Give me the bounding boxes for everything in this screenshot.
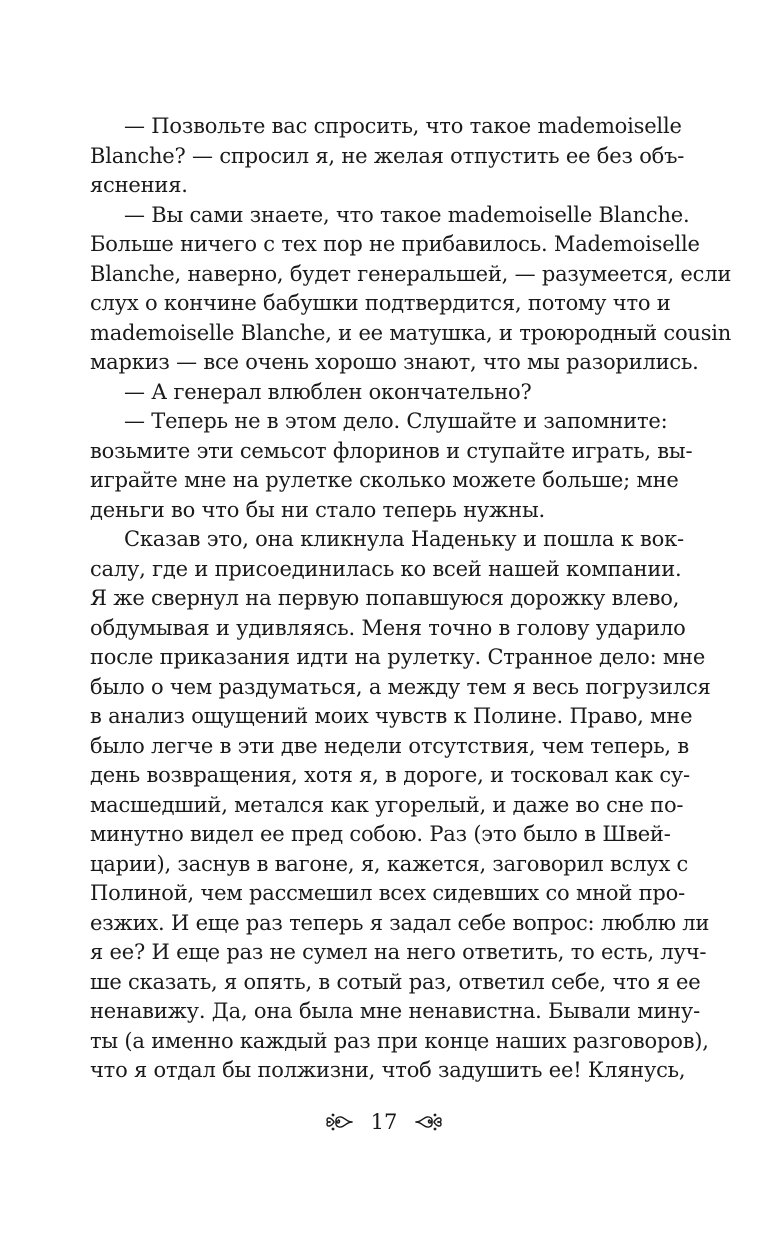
text-line: ты (а именно каждый раз при конце наших разговоров), xyxy=(90,1028,709,1053)
text-line: Я же свернул на первую попавшуюся дорожку влево, xyxy=(90,586,680,610)
text-line: — Теперь не в этом дело. Слушайте и запомните: xyxy=(124,409,668,433)
text-line: Blanche? — спросил я, не желая отпустить ее без объ- xyxy=(90,143,685,168)
text-line: Полиной, чем рассмешил всех сидевших со мной про- xyxy=(90,881,685,905)
text-line: — Позвольте вас спросить, что такое mademoiselle xyxy=(124,114,682,138)
text-line: масшедший, метался как угорелый, и даже во сне по- xyxy=(90,792,684,817)
text-line: было легче в эти две недели отсутствия, чем теперь, в xyxy=(90,733,690,758)
text-line: обдумывая и удивляясь. Меня точно в голову ударило xyxy=(90,615,686,640)
text-line: что я отдал бы полжизни, чтоб задушить ее! Клянусь, xyxy=(90,1058,686,1082)
text-line: ше сказать, я опять, в сотый раз, ответил себе, что я ее xyxy=(90,969,701,994)
text-line: Сказав это, она кликнула Наденьку и пошла к вок- xyxy=(124,527,684,551)
text-line: Blanche, наверно, будет генеральшей, — разумеется, если xyxy=(90,261,732,286)
text-line: маркиз — все очень хорошо знают, что мы разорились. xyxy=(90,350,699,374)
text-line: играйте мне на рулетке сколько можете больше; мне xyxy=(90,468,679,492)
text-line: ненавижу. Да, она была мне ненавистна. Бывали мину- xyxy=(90,999,700,1023)
text-line: езжих. И еще раз теперь я задал себе вопрос: люблю ли xyxy=(90,910,710,935)
text-line: было о чем раздуматься, а между тем я весь погрузился xyxy=(90,674,711,699)
text-line: — Вы сами знаете, что такое mademoiselle Blanche. xyxy=(124,202,690,227)
text-line: возьмите эти семьсот флоринов и ступайте играть, вы- xyxy=(90,438,693,463)
fleuron-left-icon xyxy=(324,1111,354,1133)
text-line: день возвращения, хотя я, в дороге, и тосковал как су- xyxy=(90,763,690,787)
body-text xyxy=(90,112,732,1086)
text-line: я ее? И еще раз не сумел на него ответить, то есть, луч- xyxy=(90,940,707,964)
text-line: Больше ничего с тех пор не прибавилось. Mademoiselle xyxy=(90,232,700,256)
text-line: в анализ ощущений моих чувств к Полине. Право, мне xyxy=(90,704,693,728)
text-line: яснения. xyxy=(90,173,188,197)
text-line: царии), заснув в вагоне, я, кажется, заговорил вслух с xyxy=(90,851,689,876)
page-footer xyxy=(0,1108,768,1134)
text-line: деньги во что бы ни стало теперь нужны. xyxy=(90,497,545,522)
text-line: после приказания идти на рулетку. Странное дело: мне xyxy=(90,645,706,669)
page-number: 17 xyxy=(370,1109,398,1134)
fleuron-right-icon xyxy=(414,1111,444,1133)
text-line: mademoiselle Blanche, и ее матушка, и троюродный cousin xyxy=(90,320,732,345)
text-line: слух о кончине бабушки подтвердится, потому что и xyxy=(90,291,671,315)
text-line: салу, где и присоединилась ко всей нашей компании. xyxy=(90,556,682,581)
text-line: — А генерал влюблен окончательно? xyxy=(124,379,532,404)
text-line: минутно видел ее пред собою. Раз (это было в Швей- xyxy=(90,822,671,846)
